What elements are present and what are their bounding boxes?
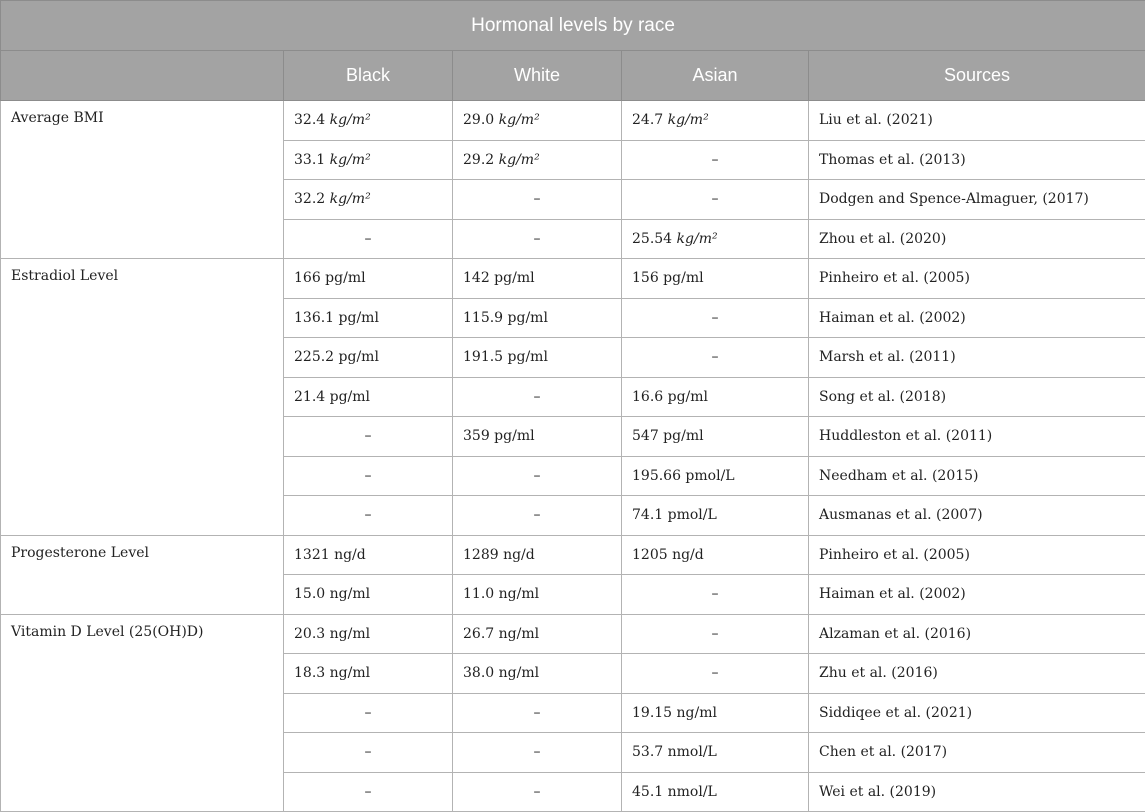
cell-black: – <box>284 456 453 496</box>
cell-white: – <box>453 496 622 536</box>
cell-asian: – <box>622 575 809 615</box>
cell-source: Ausmanas et al. (2007) <box>809 496 1145 536</box>
row-group-label: Average BMI <box>1 101 284 259</box>
cell-white: – <box>453 219 622 259</box>
cell-source: Marsh et al. (2011) <box>809 338 1145 378</box>
cell-source: Dodgen and Spence-Almaguer, (2017) <box>809 180 1145 220</box>
cell-asian: – <box>622 180 809 220</box>
cell-white: 359 pg/ml <box>453 417 622 457</box>
unit-kg-m2: kg/m² <box>498 112 540 129</box>
table-title-row <box>1 1 1145 51</box>
table-header-row <box>1 51 1145 101</box>
cell-asian: 547 pg/ml <box>622 417 809 457</box>
cell-source: Wei et al. (2019) <box>809 772 1145 812</box>
cell-black: – <box>284 219 453 259</box>
cell-asian: 195.66 pmol/L <box>622 456 809 496</box>
cell-source: Haiman et al. (2002) <box>809 298 1145 338</box>
cell-black: 136.1 pg/ml <box>284 298 453 338</box>
table-row <box>1 614 1145 654</box>
cell-source: Zhu et al. (2016) <box>809 654 1145 694</box>
unit-kg-m2: kg/m² <box>667 112 709 129</box>
cell-asian: 74.1 pmol/L <box>622 496 809 536</box>
cell-source: Zhou et al. (2020) <box>809 219 1145 259</box>
table-row <box>1 259 1145 299</box>
header-black: Black <box>284 51 453 101</box>
row-group-label: Estradiol Level <box>1 259 284 536</box>
table-body <box>1 101 1145 812</box>
cell-black: 33.1 kg/m² <box>284 140 453 180</box>
cell-asian: – <box>622 614 809 654</box>
header-white: White <box>453 51 622 101</box>
cell-black: 225.2 pg/ml <box>284 338 453 378</box>
cell-black: – <box>284 496 453 536</box>
cell-source: Liu et al. (2021) <box>809 101 1145 141</box>
cell-white: – <box>453 377 622 417</box>
cell-source: Chen et al. (2017) <box>809 733 1145 773</box>
cell-white: 115.9 pg/ml <box>453 298 622 338</box>
cell-white: – <box>453 733 622 773</box>
cell-source: Huddleston et al. (2011) <box>809 417 1145 457</box>
cell-white: 11.0 ng/ml <box>453 575 622 615</box>
cell-asian: – <box>622 140 809 180</box>
cell-asian: 16.6 pg/ml <box>622 377 809 417</box>
cell-white: 1289 ng/d <box>453 535 622 575</box>
header-empty <box>1 51 284 101</box>
cell-white: 38.0 ng/ml <box>453 654 622 694</box>
cell-source: Siddiqee et al. (2021) <box>809 693 1145 733</box>
cell-source: Alzaman et al. (2016) <box>809 614 1145 654</box>
cell-white: 29.0 kg/m² <box>453 101 622 141</box>
unit-kg-m2: kg/m² <box>676 230 718 247</box>
cell-white: 191.5 pg/ml <box>453 338 622 378</box>
cell-source: Needham et al. (2015) <box>809 456 1145 496</box>
cell-black: – <box>284 772 453 812</box>
table-row <box>1 101 1145 141</box>
cell-black: 21.4 pg/ml <box>284 377 453 417</box>
cell-asian: 19.15 ng/ml <box>622 693 809 733</box>
cell-white: – <box>453 693 622 733</box>
cell-white: – <box>453 772 622 812</box>
table-title: Hormonal levels by race <box>1 1 1145 51</box>
cell-white: 29.2 kg/m² <box>453 140 622 180</box>
header-sources: Sources <box>809 51 1145 101</box>
cell-black: 32.4 kg/m² <box>284 101 453 141</box>
cell-black: 166 pg/ml <box>284 259 453 299</box>
cell-source: Thomas et al. (2013) <box>809 140 1145 180</box>
cell-asian: 1205 ng/d <box>622 535 809 575</box>
cell-asian: 25.54 kg/m² <box>622 219 809 259</box>
row-group-label: Progesterone Level <box>1 535 284 614</box>
cell-asian: 24.7 kg/m² <box>622 101 809 141</box>
cell-white: – <box>453 180 622 220</box>
unit-kg-m2: kg/m² <box>329 191 371 208</box>
cell-white: 142 pg/ml <box>453 259 622 299</box>
cell-black: – <box>284 693 453 733</box>
cell-asian: 53.7 nmol/L <box>622 733 809 773</box>
cell-asian: – <box>622 298 809 338</box>
cell-asian: 45.1 nmol/L <box>622 772 809 812</box>
unit-kg-m2: kg/m² <box>498 151 540 168</box>
unit-kg-m2: kg/m² <box>329 151 371 168</box>
cell-asian: 156 pg/ml <box>622 259 809 299</box>
row-group-label: Vitamin D Level (25(OH)D) <box>1 614 284 812</box>
cell-black: 1321 ng/d <box>284 535 453 575</box>
cell-source: Song et al. (2018) <box>809 377 1145 417</box>
cell-asian: – <box>622 654 809 694</box>
cell-white: – <box>453 456 622 496</box>
cell-asian: – <box>622 338 809 378</box>
cell-source: Haiman et al. (2002) <box>809 575 1145 615</box>
header-asian: Asian <box>622 51 809 101</box>
unit-kg-m2: kg/m² <box>329 112 371 129</box>
cell-black: 20.3 ng/ml <box>284 614 453 654</box>
cell-black: – <box>284 417 453 457</box>
cell-source: Pinheiro et al. (2005) <box>809 535 1145 575</box>
cell-white: 26.7 ng/ml <box>453 614 622 654</box>
cell-source: Pinheiro et al. (2005) <box>809 259 1145 299</box>
table-row <box>1 535 1145 575</box>
cell-black: 18.3 ng/ml <box>284 654 453 694</box>
cell-black: 15.0 ng/ml <box>284 575 453 615</box>
cell-black: – <box>284 733 453 773</box>
cell-black: 32.2 kg/m² <box>284 180 453 220</box>
